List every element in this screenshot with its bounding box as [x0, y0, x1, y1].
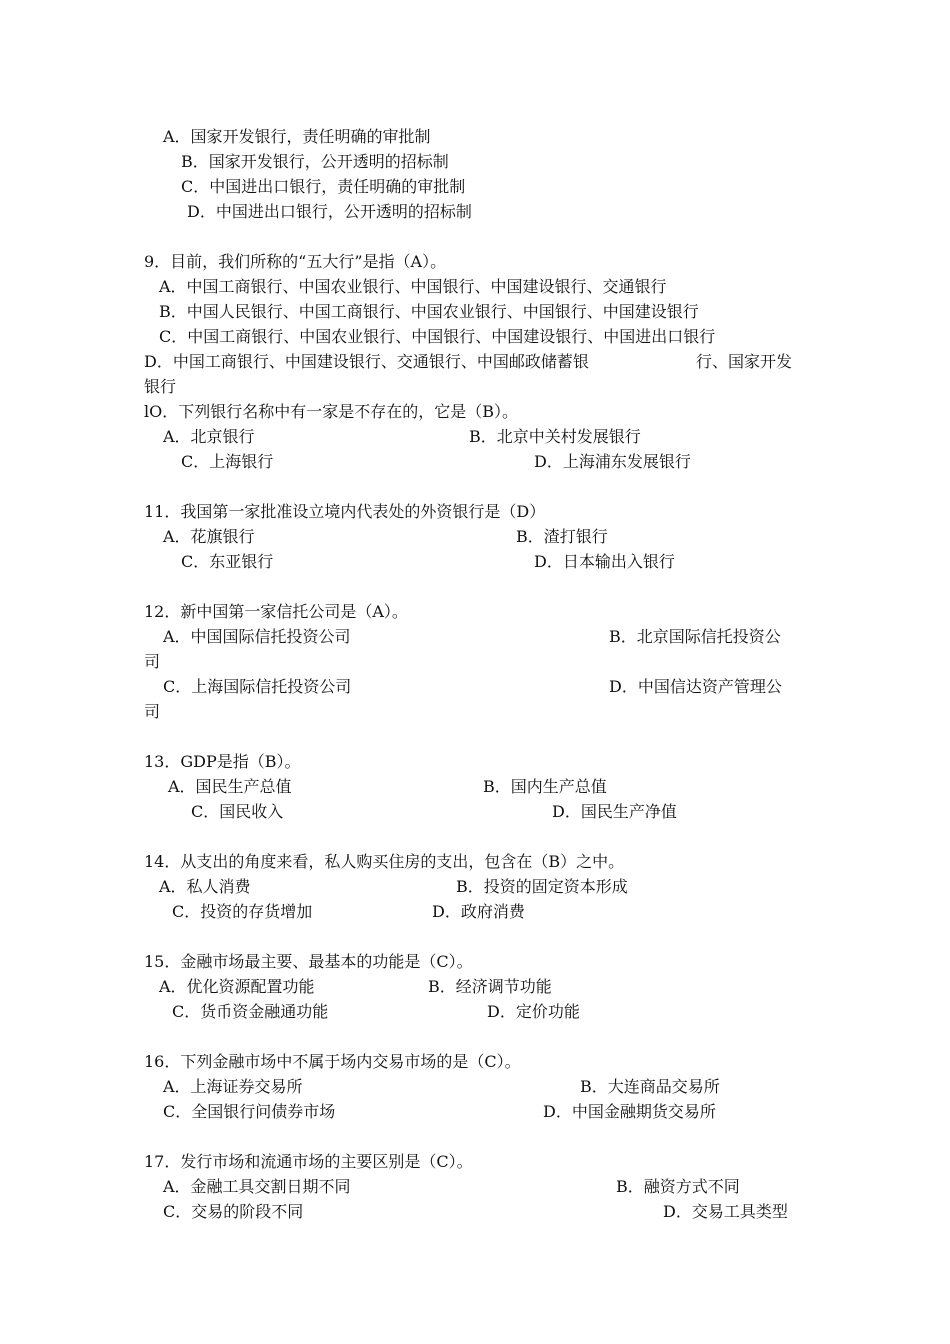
option-line: C．中国工商银行、中国农业银行、中国银行、中国建设银行、中国进出口银行	[159, 327, 716, 346]
text-line: C．中国进出口银行，责任明确的审批制	[181, 177, 466, 196]
option-line: C．投资的存货增加	[172, 902, 313, 921]
option-line: B．北京中关村发展银行	[469, 427, 641, 446]
option-line: B．经济调节功能	[428, 977, 552, 996]
option-line: D．中国工商银行、中国建设银行、交通银行、中国邮政储蓄银	[144, 352, 589, 371]
option-line: A．中国工商银行、中国农业银行、中国银行、中国建设银行、交通银行	[159, 277, 667, 296]
option-line: C．货币资金融通功能	[172, 1002, 329, 1021]
option-line: C．上海银行	[181, 452, 274, 471]
question-title: 11．我国第一家批准设立境内代表处的外资银行是（D）	[144, 502, 546, 521]
text-line: A．国家开发银行，责任明确的审批制	[163, 127, 431, 146]
option-line: A．中国国际信托投资公司	[163, 627, 351, 646]
option-line: 司	[144, 702, 161, 721]
option-line: 银行	[144, 377, 177, 396]
option-line: A．上海证券交易所	[163, 1077, 303, 1096]
option-line: 行、国家开发	[696, 352, 793, 371]
option-line: A．国民生产总值	[168, 777, 292, 796]
option-line: B．渣打银行	[516, 527, 608, 546]
option-line: B．融资方式不同	[616, 1177, 740, 1196]
option-line: D．上海浦东发展银行	[534, 452, 691, 471]
question-title: lO．下列银行名称中有一家是不存在的，它是（B）。	[144, 402, 518, 421]
option-line: D．政府消费	[432, 902, 525, 921]
question-title: 14．从支出的角度来看，私人购买住房的支出，包含在（B）之中。	[144, 852, 625, 871]
option-line: B．中国人民银行、中国工商银行、中国农业银行、中国银行、中国建设银行	[159, 302, 699, 321]
option-line: A．北京银行	[163, 427, 255, 446]
option-line: B．投资的固定资本形成	[456, 877, 628, 896]
option-line: D．国民生产净值	[552, 802, 677, 821]
option-line: A．优化资源配置功能	[159, 977, 315, 996]
option-line: D．中国信达资产管理公	[609, 677, 782, 696]
option-line: 司	[144, 652, 161, 671]
option-line: D．交易工具类型	[663, 1202, 788, 1221]
option-line: C．交易的阶段不同	[163, 1202, 304, 1221]
option-line: B．北京国际信托投资公	[609, 627, 781, 646]
question-title: 9．目前，我们所称的“五大行”是指（A）。	[144, 252, 447, 271]
option-line: C．国民收入	[191, 802, 284, 821]
option-line: C．上海国际信托投资公司	[163, 677, 352, 696]
option-line: A．私人消费	[159, 877, 251, 896]
option-line: D．中国金融期货交易所	[543, 1102, 716, 1121]
question-title: 12．新中国第一家信托公司是（A）。	[144, 602, 408, 621]
option-line: D．定价功能	[487, 1002, 580, 1021]
question-title: 17．发行市场和流通市场的主要区别是（C）。	[144, 1152, 473, 1171]
option-line: B．大连商品交易所	[580, 1077, 720, 1096]
text-line: D．中国进出口银行，公开透明的招标制	[187, 202, 472, 221]
question-title: 16．下列金融市场中不属于场内交易市场的是（C）。	[144, 1052, 521, 1071]
question-title: 13．GDP是指（B）。	[144, 752, 301, 771]
question-title: 15．金融市场最主要、最基本的功能是（C）。	[144, 952, 473, 971]
option-line: C．东亚银行	[181, 552, 274, 571]
text-line: B．国家开发银行，公开透明的招标制	[181, 152, 449, 171]
option-line: A．花旗银行	[163, 527, 255, 546]
option-line: B．国内生产总值	[483, 777, 607, 796]
option-line: D．日本输出入银行	[534, 552, 675, 571]
option-line: C．全国银行问债券市场	[163, 1102, 336, 1121]
option-line: A．金融工具交割日期不同	[163, 1177, 351, 1196]
